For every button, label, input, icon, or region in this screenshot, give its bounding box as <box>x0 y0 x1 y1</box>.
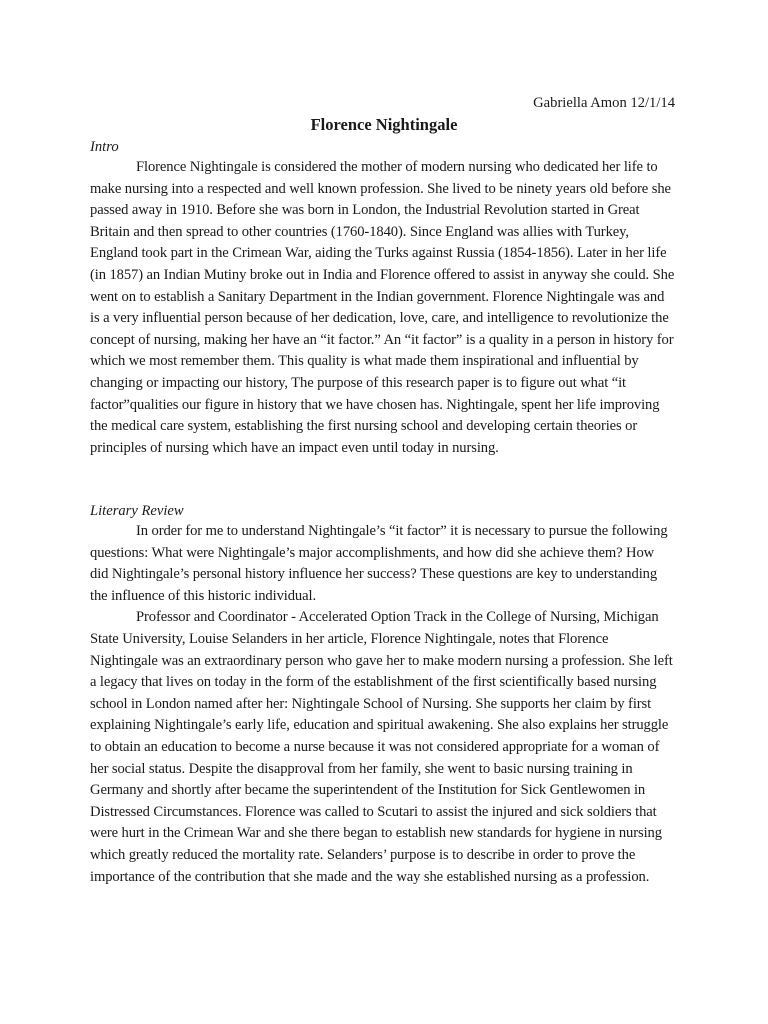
literary-review-paragraph-1: In order for me to understand Nightingale’s “it factor” it is necessary to pursue the following questions: What were Nightingale’s major accomplishments, and how did she achieve them? How did Nightingale’s personal history influence her success? These questions are key to understanding the influence of this historic individual. <box>90 523 668 604</box>
intro-body <box>90 157 675 459</box>
page-title: Florence Nightingale <box>310 115 458 134</box>
author-date-line: Gabriella Amon 12/1/14 <box>533 95 675 111</box>
literary-review-heading: Literary Review <box>90 503 184 519</box>
intro-paragraph: Florence Nightingale is considered the mother of modern nursing who dedicated her life to make nursing into a respected and well known profession. She lived to be ninety years old before she passed away in 1910. Before she was born in London, the Industrial Revolution started in Great Britain and then spread to other countries (1760-1840). Since England was allies with Turkey, England took part in the Crimean War, aiding the Turks against Russia (1854-1856). Later in her life (in 1857) an Indian Mutiny broke out in India and Florence offered to assist in anyway she could. She went on to establish a Sanitary Department in the Indian government. Florence Nightingale was and is a very influential person because of her dedication, love, care, and intelligence to revolutionize the concept of nursing, making her have an “it factor.” An “it factor” is a quality in a person in history for which we most remember them. This quality is what made them inspirational and influential by changing or impacting our history, The purpose of this research paper is to figure out what “it factor”qualities our figure in history that we have chosen has. Nightingale, spent her life improving the medical care system, establishing the first nursing school and developing certain theories or principles of nursing which have an impact even until today in nursing. <box>90 159 675 456</box>
literary-review-paragraph-2: Professor and Coordinator - Accelerated Option Track in the College of Nursing, Michigan State University, Louise Selanders in her article, Florence Nightingale, notes that Florence Nightingale was an extraordinary person who gave her to make modern nursing a profession. She left a legacy that lives on today in the form of the establishment of the first scientifically based nursing school in London named after her: Nightingale School of Nursing. She supports her claim by first explaining Nightingale’s early life, education and spiritual awakening. She also explains her struggle to obtain an education to become a nurse because it was not considered appropriate for a woman of her social status. Despite the disapproval from her family, she went to basic nursing training in Germany and shortly after became the superintendent of the Institution for Sick Gentlewomen in Distressed Circumstances. Florence was called to Scutari to assist the injured and sick soldiers that were hurt in the Crimean War and she there began to establish new standards for hygiene in nursing which greatly reduced the mortality rate. Selanders’ purpose is to describe in order to prove the importance of the contribution that she made and the way she established nursing as a profession. <box>90 609 673 885</box>
intro-heading: Intro <box>90 139 119 155</box>
literary-review-body <box>90 521 675 888</box>
